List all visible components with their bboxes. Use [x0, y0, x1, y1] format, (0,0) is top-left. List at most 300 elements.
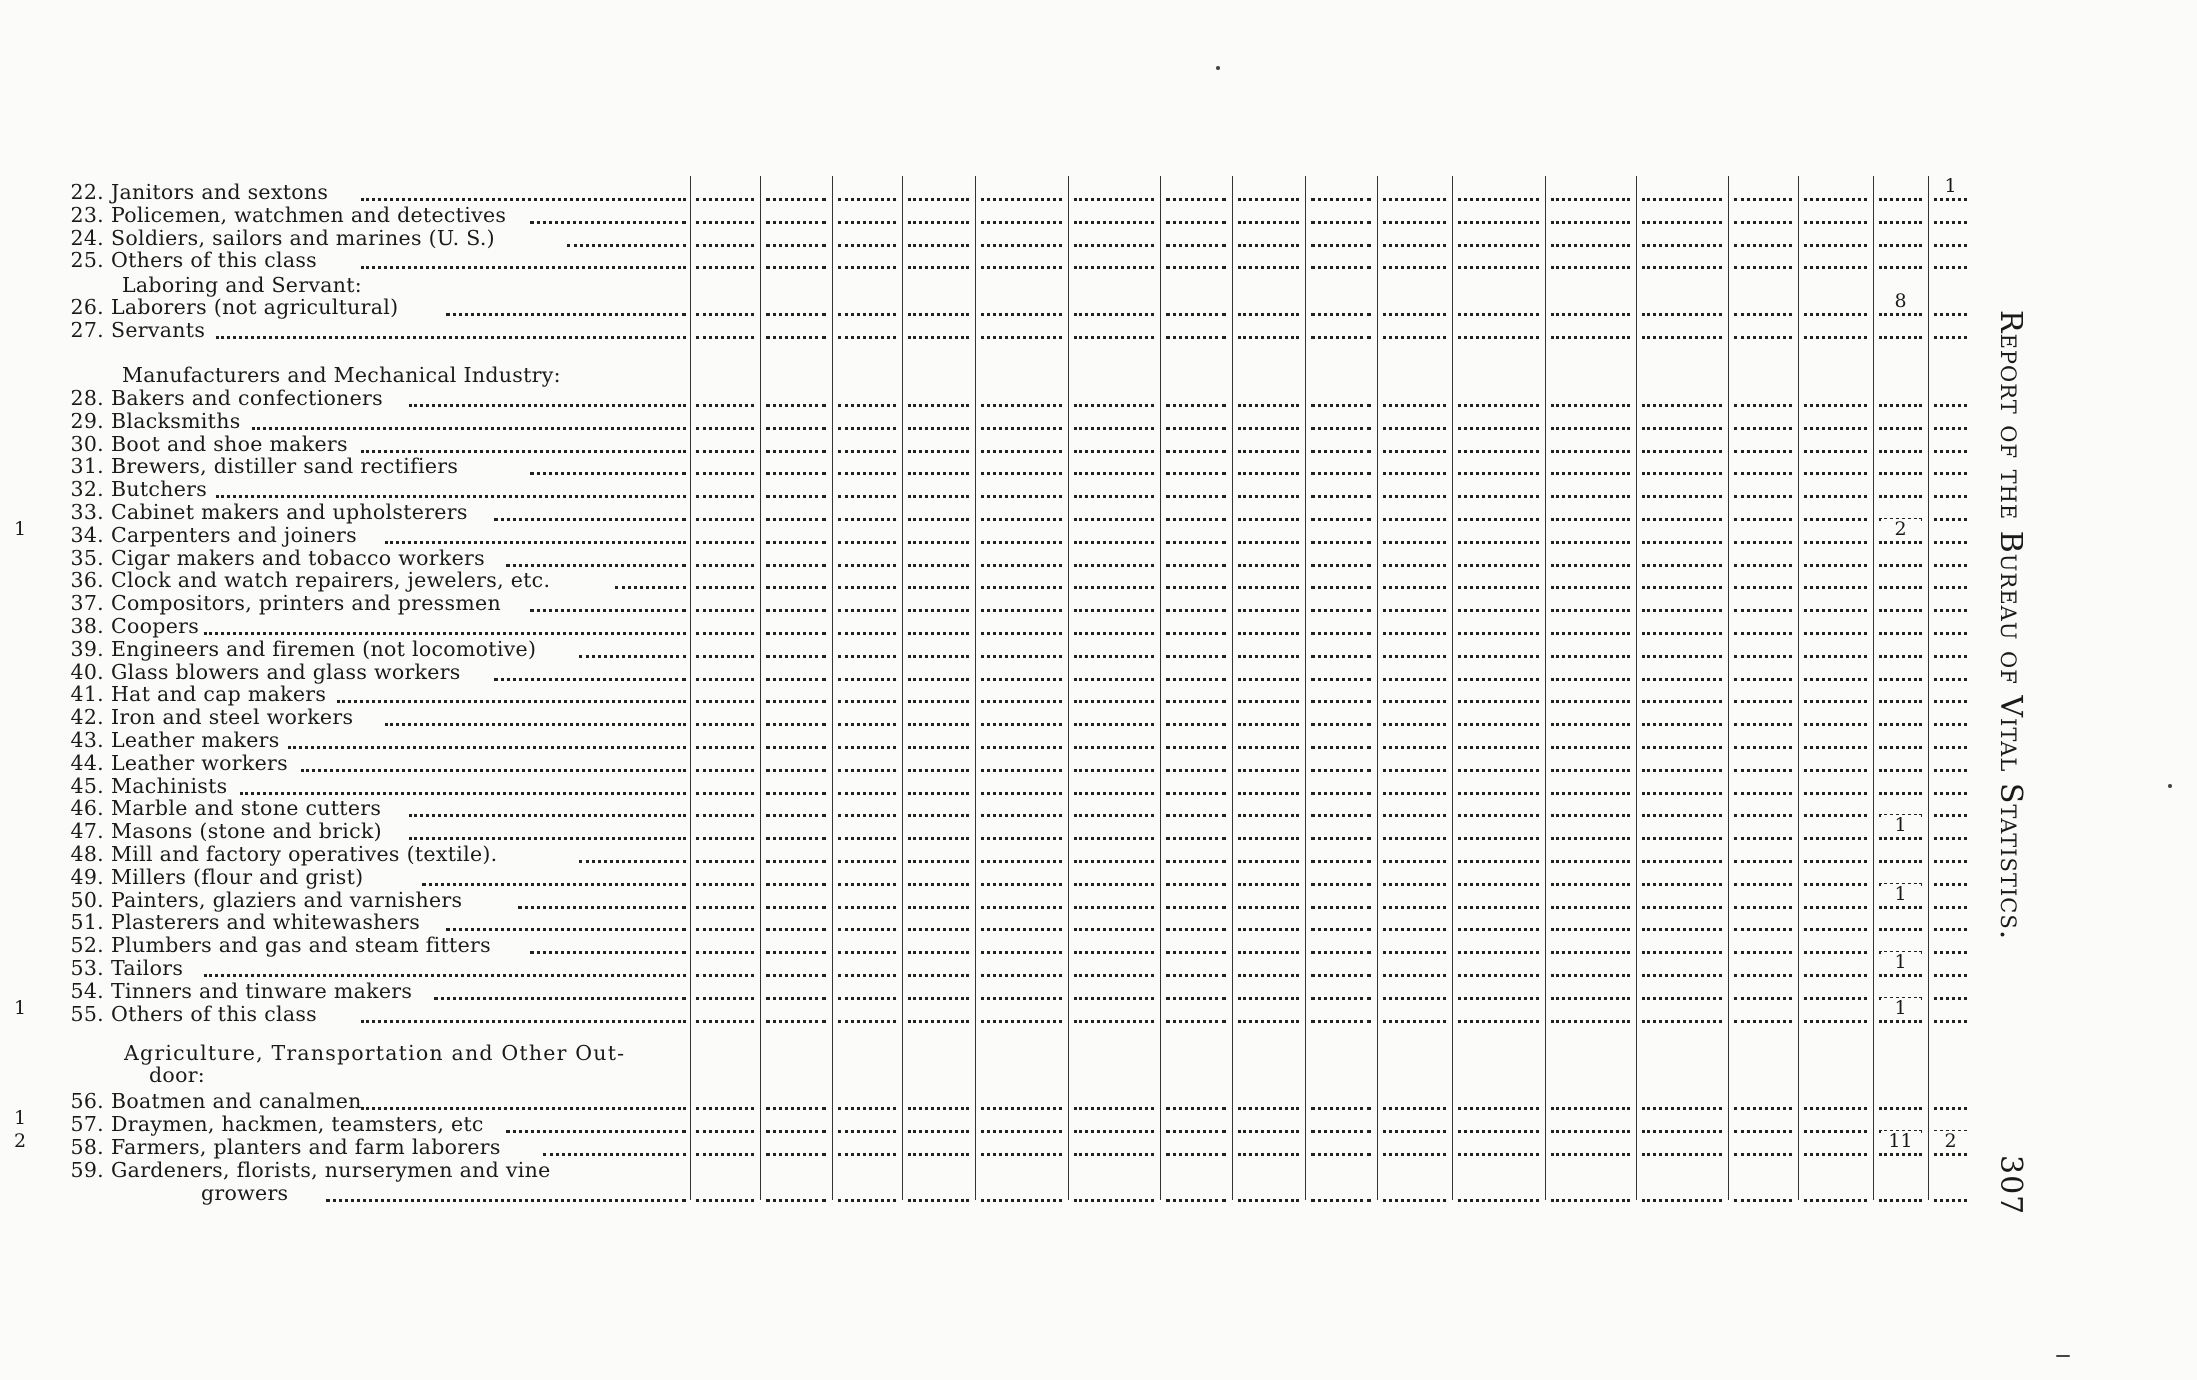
leader-dots: [506, 1130, 686, 1133]
empty-cell-dots: [766, 518, 826, 521]
empty-cell-dots: [766, 404, 826, 407]
empty-cell-dots: [1934, 678, 1967, 681]
empty-cell-dots: [1383, 313, 1446, 316]
empty-cell-dots: [1458, 404, 1539, 407]
empty-cell-dots: [838, 883, 896, 886]
occupation-name: Marble and stone cutters: [111, 796, 382, 821]
occupation-name: Farmers, planters and farm laborers: [111, 1135, 501, 1159]
empty-cell-dots: [1734, 678, 1792, 681]
empty-cell-dots: [1383, 541, 1446, 544]
empty-cell-dots: [1551, 723, 1630, 726]
empty-cell-dots: [1642, 974, 1722, 977]
empty-cell-dots: [1642, 997, 1722, 1000]
empty-cell-dots: [838, 655, 896, 658]
empty-cell-dots: [1311, 906, 1371, 909]
empty-cell-dots: [1458, 655, 1539, 658]
empty-cell-dots: [1934, 427, 1967, 430]
empty-cell-dots: [1934, 244, 1967, 247]
empty-cell-dots: [1804, 427, 1867, 430]
leader-dots: [385, 541, 686, 544]
empty-cell-dots: [1311, 814, 1371, 817]
empty-cell-dots: [1238, 541, 1299, 544]
empty-cell-dots: [1734, 997, 1792, 1000]
leader-dots: [506, 564, 686, 567]
leader-dots: [361, 198, 686, 201]
empty-cell-dots: [1238, 495, 1299, 498]
empty-cell-dots: [696, 746, 754, 749]
empty-cell-dots: [1074, 1107, 1154, 1110]
empty-cell-dots: [696, 495, 754, 498]
empty-cell-dots: [696, 723, 754, 726]
empty-cell-dots: [1734, 974, 1792, 977]
empty-cell-dots: [838, 837, 896, 840]
occupation-name: Cigar makers and tobacco workers: [111, 545, 485, 570]
empty-cell-dots: [1383, 678, 1446, 681]
empty-cell-dots: [1166, 723, 1226, 726]
column-rule: [1377, 176, 1378, 1200]
empty-cell-dots: [1074, 678, 1154, 681]
empty-cell-dots: [1642, 266, 1722, 269]
empty-cell-dots: [1383, 404, 1446, 407]
empty-cell-dots: [1166, 678, 1226, 681]
empty-cell-dots: [1238, 632, 1299, 635]
empty-cell-dots: [1642, 655, 1722, 658]
empty-cell-dots: [1311, 564, 1371, 567]
empty-cell-dots: [1734, 336, 1792, 339]
occupation-name: Butchers: [111, 477, 208, 502]
empty-cell-dots: [1804, 792, 1867, 795]
empty-cell-dots: [766, 746, 826, 749]
row-number: 34.: [70, 522, 104, 547]
empty-cell-dots: [696, 1199, 754, 1202]
empty-cell-dots: [1934, 450, 1967, 453]
empty-cell-dots: [908, 586, 969, 589]
empty-cell-dots: [1879, 632, 1922, 635]
occupation-name: Plasterers and whitewashers: [111, 910, 421, 935]
empty-cell-dots: [766, 951, 826, 954]
empty-cell-dots: [1934, 404, 1967, 407]
empty-cell-dots: [766, 860, 826, 863]
empty-cell-dots: [1311, 450, 1371, 453]
empty-cell-dots: [1074, 221, 1154, 224]
empty-cell-dots: [1074, 700, 1154, 703]
empty-cell-dots: [1879, 450, 1922, 453]
cell-value: 1: [1881, 884, 1921, 904]
empty-cell-dots: [1458, 814, 1539, 817]
empty-cell-dots: [1934, 541, 1967, 544]
empty-cell-dots: [1074, 997, 1154, 1000]
empty-cell-dots: [696, 244, 754, 247]
empty-cell-dots: [1879, 678, 1922, 681]
empty-cell-dots: [1804, 746, 1867, 749]
empty-cell-dots: [1551, 1130, 1630, 1133]
empty-cell-dots: [1551, 404, 1630, 407]
empty-cell-dots: [696, 678, 754, 681]
empty-cell-dots: [1166, 655, 1226, 658]
leader-dots: [494, 518, 686, 521]
row-label: [54, 980, 412, 1002]
empty-cell-dots: [766, 472, 826, 475]
empty-cell-dots: [1934, 746, 1967, 749]
empty-cell-dots: [1804, 313, 1867, 316]
empty-cell-dots: [981, 518, 1062, 521]
row-number: 56.: [70, 1089, 104, 1113]
empty-cell-dots: [1311, 632, 1371, 635]
empty-cell-dots: [838, 404, 896, 407]
empty-cell-dots: [1383, 860, 1446, 863]
empty-cell-dots: [1074, 336, 1154, 339]
empty-cell-dots: [1734, 1107, 1792, 1110]
empty-cell-dots: [696, 883, 754, 886]
empty-cell-dots: [908, 746, 969, 749]
occupation-name: Carpenters and joiners: [111, 522, 357, 547]
empty-cell-dots: [908, 974, 969, 977]
empty-cell-dots: [981, 746, 1062, 749]
row-label: [54, 227, 495, 249]
empty-cell-dots: [838, 586, 896, 589]
empty-cell-dots: [908, 951, 969, 954]
empty-cell-dots: [981, 883, 1062, 886]
cell-value: 1: [1881, 952, 1921, 972]
empty-cell-dots: [1642, 541, 1722, 544]
row-label: [54, 592, 501, 614]
empty-cell-dots: [1934, 472, 1967, 475]
empty-cell-dots: [1551, 586, 1630, 589]
empty-cell-dots: [908, 860, 969, 863]
empty-cell-dots: [1074, 198, 1154, 201]
empty-cell-dots: [1458, 632, 1539, 635]
empty-cell-dots: [1311, 860, 1371, 863]
empty-cell-dots: [1074, 541, 1154, 544]
empty-cell-dots: [1458, 700, 1539, 703]
row-number: 39.: [70, 636, 104, 661]
row-number: 50.: [70, 887, 104, 912]
row-number: 24.: [70, 225, 104, 250]
empty-cell-dots: [696, 609, 754, 612]
empty-cell-dots: [981, 404, 1062, 407]
empty-cell-dots: [696, 266, 754, 269]
empty-cell-dots: [981, 450, 1062, 453]
empty-cell-dots: [1238, 1199, 1299, 1202]
empty-cell-dots: [1551, 814, 1630, 817]
empty-cell-dots: [1804, 769, 1867, 772]
empty-cell-dots: [1642, 244, 1722, 247]
empty-cell-dots: [766, 655, 826, 658]
empty-cell-dots: [1458, 928, 1539, 931]
empty-cell-dots: [696, 1130, 754, 1133]
empty-cell-dots: [908, 700, 969, 703]
empty-cell-dots: [838, 198, 896, 201]
empty-cell-dots: [1166, 1153, 1226, 1156]
row-number: 43.: [70, 728, 104, 752]
empty-cell-dots: [838, 427, 896, 430]
empty-cell-dots: [696, 928, 754, 931]
empty-cell-dots: [1642, 883, 1722, 886]
empty-cell-dots: [1934, 814, 1967, 817]
row-label: [54, 1159, 551, 1181]
row-number: 33.: [70, 500, 104, 524]
empty-cell-dots: [908, 404, 969, 407]
empty-cell-dots: [1383, 837, 1446, 840]
row-label: [54, 524, 357, 546]
empty-cell-dots: [1551, 883, 1630, 886]
empty-cell-dots: [1879, 427, 1922, 430]
empty-cell-dots: [1383, 1199, 1446, 1202]
column-rule: [690, 176, 691, 1200]
empty-cell-dots: [766, 792, 826, 795]
empty-cell-dots: [1804, 564, 1867, 567]
empty-cell-dots: [1734, 906, 1792, 909]
empty-cell-dots: [1311, 1107, 1371, 1110]
empty-cell-dots: [1642, 518, 1722, 521]
empty-cell-dots: [766, 632, 826, 635]
leader-dots: [434, 997, 686, 1000]
row-number: 38.: [70, 614, 104, 638]
empty-cell-dots: [1934, 1153, 1967, 1156]
empty-cell-dots: [1311, 244, 1371, 247]
empty-cell-dots: [1166, 997, 1226, 1000]
empty-cell-dots: [1879, 974, 1922, 977]
empty-cell-dots: [908, 906, 969, 909]
side-header: [1993, 310, 2028, 1216]
empty-cell-dots: [1551, 450, 1630, 453]
empty-cell-dots: [1734, 541, 1792, 544]
empty-cell-dots: [1642, 860, 1722, 863]
row-label: [54, 296, 398, 318]
empty-cell-dots: [1074, 769, 1154, 772]
empty-cell-dots: [1934, 906, 1967, 909]
empty-cell-dots: [838, 518, 896, 521]
empty-cell-dots: [1879, 1153, 1922, 1156]
empty-cell-dots: [1879, 541, 1922, 544]
empty-cell-dots: [1642, 906, 1722, 909]
column-rule: [1873, 176, 1874, 1200]
empty-cell-dots: [1074, 951, 1154, 954]
empty-cell-dots: [696, 221, 754, 224]
empty-cell-dots: [908, 1107, 969, 1110]
empty-cell-dots: [1934, 883, 1967, 886]
empty-cell-dots: [981, 427, 1062, 430]
row-label: [54, 752, 288, 774]
empty-cell-dots: [1458, 450, 1539, 453]
empty-cell-dots: [696, 974, 754, 977]
leader-dots: [288, 746, 686, 749]
empty-cell-dots: [1804, 723, 1867, 726]
empty-cell-dots: [1734, 450, 1792, 453]
empty-cell-dots: [1238, 860, 1299, 863]
empty-cell-dots: [1879, 404, 1922, 407]
empty-cell-dots: [766, 198, 826, 201]
empty-cell-dots: [1311, 495, 1371, 498]
empty-cell-dots: [838, 678, 896, 681]
empty-cell-dots: [908, 221, 969, 224]
empty-cell-dots: [1804, 906, 1867, 909]
empty-cell-dots: [908, 313, 969, 316]
empty-cell-dots: [696, 997, 754, 1000]
empty-cell-dots: [981, 495, 1062, 498]
empty-cell-dots: [838, 1020, 896, 1023]
row-label: [54, 1136, 501, 1158]
empty-cell-dots: [1551, 427, 1630, 430]
empty-cell-dots: [838, 336, 896, 339]
empty-cell-dots: [1074, 1199, 1154, 1202]
empty-cell-dots: [1804, 266, 1867, 269]
occupation-name: Others of this class: [111, 1001, 317, 1026]
empty-cell-dots: [838, 1107, 896, 1110]
empty-cell-dots: [1804, 495, 1867, 498]
occupation-name: Others of this class: [111, 248, 317, 273]
row-number: 42.: [70, 705, 104, 730]
occupation-name: Policemen, watchmen and detectives: [111, 202, 507, 227]
empty-cell-dots: [1458, 472, 1539, 475]
empty-cell-dots: [1879, 1107, 1922, 1110]
empty-cell-dots: [1074, 723, 1154, 726]
empty-cell-dots: [696, 837, 754, 840]
empty-cell-dots: [1238, 266, 1299, 269]
row-number: 52.: [70, 933, 104, 958]
empty-cell-dots: [1734, 655, 1792, 658]
empty-cell-dots: [696, 450, 754, 453]
empty-cell-dots: [1166, 609, 1226, 612]
empty-cell-dots: [766, 974, 826, 977]
row-label: [54, 911, 420, 933]
empty-cell-dots: [1642, 450, 1722, 453]
empty-cell-dots: [766, 427, 826, 430]
empty-cell-dots: [696, 769, 754, 772]
empty-cell-dots: [1166, 746, 1226, 749]
empty-cell-dots: [766, 769, 826, 772]
row-number: 57.: [70, 1112, 104, 1136]
column-rule: [1068, 176, 1069, 1200]
empty-cell-dots: [1074, 746, 1154, 749]
empty-cell-dots: [1642, 609, 1722, 612]
empty-cell-dots: [838, 746, 896, 749]
occupation-name: Engineers and firemen (not locomotive): [111, 636, 537, 661]
occupation-name: Laborers (not agricultural): [111, 295, 399, 319]
empty-cell-dots: [1238, 974, 1299, 977]
empty-cell-dots: [908, 244, 969, 247]
empty-cell-dots: [1804, 974, 1867, 977]
row-label: [54, 706, 353, 728]
occupation-name: Millers (flour and grist): [111, 864, 364, 889]
row-number: 41.: [70, 682, 104, 707]
empty-cell-dots: [1166, 792, 1226, 795]
empty-cell-dots: [1458, 427, 1539, 430]
empty-cell-dots: [1166, 495, 1226, 498]
empty-cell-dots: [908, 769, 969, 772]
empty-cell-dots: [1383, 266, 1446, 269]
column-rule: [1452, 176, 1453, 1200]
cell-value: 1: [1881, 815, 1921, 835]
empty-cell-dots: [838, 974, 896, 977]
empty-cell-dots: [1074, 1020, 1154, 1023]
empty-cell-dots: [1166, 883, 1226, 886]
empty-cell-dots: [1166, 769, 1226, 772]
empty-cell-dots: [1934, 928, 1967, 931]
empty-cell-dots: [1311, 427, 1371, 430]
empty-cell-dots: [1238, 951, 1299, 954]
empty-cell-dots: [1734, 928, 1792, 931]
column-rule: [1545, 176, 1546, 1200]
empty-cell-dots: [981, 928, 1062, 931]
empty-cell-dots: [1383, 883, 1446, 886]
empty-cell-dots: [981, 472, 1062, 475]
empty-cell-dots: [1458, 860, 1539, 863]
empty-cell-dots: [766, 586, 826, 589]
empty-cell-dots: [1551, 906, 1630, 909]
empty-cell-dots: [1551, 495, 1630, 498]
empty-cell-dots: [1458, 518, 1539, 521]
empty-cell-dots: [1804, 450, 1867, 453]
empty-cell-dots: [1074, 883, 1154, 886]
leader-dots: [567, 244, 686, 247]
empty-cell-dots: [766, 997, 826, 1000]
empty-cell-dots: [981, 814, 1062, 817]
empty-cell-dots: [766, 906, 826, 909]
empty-cell-dots: [1238, 1153, 1299, 1156]
column-rule: [1728, 176, 1729, 1200]
leader-dots: [422, 883, 687, 886]
empty-cell-dots: [1311, 518, 1371, 521]
empty-cell-dots: [766, 609, 826, 612]
category-heading-line: Agriculture, Transportation and Other Out-: [124, 1041, 626, 1065]
empty-cell-dots: [1642, 472, 1722, 475]
empty-cell-dots: [1166, 860, 1226, 863]
empty-cell-dots: [1383, 997, 1446, 1000]
empty-cell-dots: [766, 564, 826, 567]
column-rule: [1798, 176, 1799, 1200]
column-rule: [1160, 176, 1161, 1200]
empty-cell-dots: [908, 814, 969, 817]
empty-cell-dots: [1804, 928, 1867, 931]
empty-cell-dots: [766, 336, 826, 339]
row-label: [54, 843, 498, 865]
empty-cell-dots: [1383, 450, 1446, 453]
empty-cell-dots: [1551, 974, 1630, 977]
empty-cell-dots: [981, 974, 1062, 977]
empty-cell-dots: [1804, 814, 1867, 817]
empty-cell-dots: [1311, 609, 1371, 612]
empty-cell-dots: [1458, 1130, 1539, 1133]
leader-dots: [518, 906, 686, 909]
empty-cell-dots: [1238, 1020, 1299, 1023]
empty-cell-dots: [1551, 266, 1630, 269]
row-number: 45.: [70, 773, 104, 798]
empty-cell-dots: [1238, 814, 1299, 817]
empty-cell-dots: [1311, 655, 1371, 658]
empty-cell-dots: [1238, 404, 1299, 407]
empty-cell-dots: [1734, 632, 1792, 635]
empty-cell-dots: [766, 221, 826, 224]
empty-cell-dots: [1642, 1153, 1722, 1156]
empty-cell-dots: [838, 1130, 896, 1133]
row-number: 28.: [70, 386, 104, 410]
empty-cell-dots: [1458, 769, 1539, 772]
empty-cell-dots: [1934, 518, 1967, 521]
empty-cell-dots: [1166, 951, 1226, 954]
empty-cell-dots: [1458, 564, 1539, 567]
empty-cell-dots: [981, 769, 1062, 772]
empty-cell-dots: [1074, 244, 1154, 247]
empty-cell-dots: [1166, 221, 1226, 224]
occupation-name: Machinists: [111, 773, 228, 798]
leader-dots: [615, 586, 686, 589]
empty-cell-dots: [1383, 472, 1446, 475]
occupation-name: Painters, glaziers and varnishers: [111, 887, 463, 912]
empty-cell-dots: [766, 678, 826, 681]
empty-cell-dots: [1734, 746, 1792, 749]
empty-cell-dots: [1383, 1020, 1446, 1023]
